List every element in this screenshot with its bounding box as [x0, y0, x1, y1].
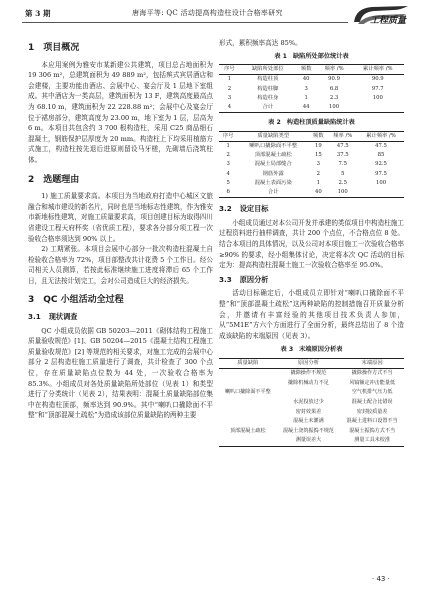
table-cell: 100	[375, 179, 387, 186]
section-2-heading	[28, 175, 213, 186]
heading-number: 表 3	[280, 346, 294, 354]
table-cell: 钢筋外露	[262, 170, 284, 177]
table-cell: 97.5	[375, 170, 387, 177]
table-cell: 1	[304, 94, 308, 101]
table-cell: 1	[316, 179, 321, 186]
page-header	[0, 0, 427, 30]
heading-text: QC 小组活动全过程	[43, 295, 124, 306]
paragraph-continued: 形式，累积频率高达 85%。	[219, 39, 302, 47]
table-cell: 喇叭口撬除面不平整	[249, 143, 298, 149]
table-cell: 6.8	[329, 85, 339, 92]
table-cell: 合计	[262, 104, 274, 110]
table-cell: 5	[226, 179, 230, 186]
heading-text: 原因分析	[239, 274, 269, 284]
table-cell: 2.5	[338, 179, 347, 186]
table-cell: 2	[227, 85, 232, 92]
table-cell: 2.3	[329, 94, 339, 101]
heading-number: 表 1	[274, 52, 287, 60]
table-cell: 密封效果差	[295, 408, 322, 415]
table-cell: 混凝土配合比错误	[351, 398, 393, 405]
table-cell: 3	[226, 161, 230, 168]
table-cell: 混凝土振捣方式不当	[349, 427, 396, 434]
table-cell: 4	[227, 104, 232, 110]
table-cell: 测量误差大	[295, 437, 322, 444]
table-cell: 92.5	[375, 161, 387, 168]
table-cell: 37.5	[336, 152, 349, 159]
table-cell: 44	[302, 104, 310, 110]
table-cell: 100	[337, 189, 348, 196]
table-cell: 混凝土未灌满	[293, 418, 324, 425]
table-cell: 40	[314, 189, 322, 196]
heading-number: 3.2	[219, 204, 232, 214]
table-cell: 混凝土局部缝合	[254, 161, 292, 168]
table-cell: 2	[226, 152, 230, 159]
table-cell	[277, 388, 341, 398]
table-cell: 顶部混凝土疏松	[254, 152, 292, 159]
table-cell	[358, 188, 404, 198]
heading-text: 选题理由	[43, 174, 80, 185]
table-header: 频率 /%	[327, 131, 358, 141]
table-row	[219, 417, 404, 427]
table-2-caption	[219, 118, 404, 129]
heading-text: 现状调查	[48, 312, 78, 322]
table-cell: 90.9	[328, 76, 340, 83]
table-header: 末端原因	[340, 358, 404, 368]
defect-category: 喇叭口撬除面不平整	[224, 389, 271, 396]
table-cell: 40	[302, 76, 310, 83]
table-cell: 混凝土进料口设置不当	[346, 418, 398, 425]
paragraph-reason-1: 1) 施工质量要求高。本项目为当地政府打造中心城区文旅融合和城市建设的新名片，同时也是当地标志性建筑，作为雅安市新地标性建筑，对施工质量要求高，项目创建目标为取得四川省建设工程天府杯奖（省优质工程），要求各分部分项工程一次验收合格率须达到 90% 以上。	[28, 192, 213, 243]
heading-number: 3.3	[219, 274, 232, 284]
table-header: 序号	[219, 65, 240, 75]
table-cell: 撬除操作不规范	[290, 370, 327, 377]
table-header: 序号	[219, 131, 237, 141]
table-cell: 7.5	[338, 161, 347, 168]
table-header: 原因分析	[277, 358, 341, 368]
table-cell: 6	[226, 189, 230, 196]
table-cell: 3	[227, 94, 232, 101]
table-header: 频数	[309, 131, 327, 141]
table-cell: 19	[314, 143, 322, 149]
table-header: 频率 /%	[317, 65, 352, 75]
paragraph-set-goal: 小组成员通过对本公司开发并承建的类似项目中构造柱施工过程资料进行抽样调查，共计 200 个点位，不合格点位 8 处。结合本项目的具体情况，以及公司对本项目施工一次验收合格率≥90% 的要求，经小组集体讨论，决定将本次 QC 活动的目标定为：提高构造柱混凝土施工一次验收合格率至 95.0%。	[219, 218, 404, 270]
table-3-caption	[219, 345, 404, 356]
paragraph-reason-2: 2) 工期紧张。本项目会展中心部分一批次构造柱混凝土自检验收合格率为 72%，项目部整改共计花费 5 个工作日。经公司相关人员测算，若按此标准继续施工进度将滞后 65 个工作日，且无法按计划完工，会对公司造成巨大的经济损失。	[28, 245, 213, 285]
table-row	[219, 170, 404, 179]
table-header: 累计频率 /%	[352, 65, 404, 75]
table-1-caption	[219, 52, 404, 63]
defect-category: 顶部混凝土疏松	[229, 427, 266, 434]
table-cell: 密封胶质量差	[356, 408, 388, 415]
paragraph-project-overview: 本应用案例为雅安市某新建公共建筑，项目总占地面积为 19 306 m²，总建筑面积为 49 889 m²，包括殡式宾居酒店和会建楼，主要功能由酒店、会展中心、宴会厅及 1 层地下室组成。其中酒店为一类高层，建筑面积为 13 F，建筑高度最高点为 68.10 m，建筑面积为 22 228.88 m²；会展中心及宴会厅位于裙房部分，建筑高度为 23.00 m，地下室为 1 层，层高为 6 m。本项目共包含约 3 700 根构造柱，采用 C25 商品细石混凝土，钢筋保护层厚度为 20 mm。构造柱上下均采用植筋方式施工，构造柱按先退后进原则留设马牙槎，先砌墙后浇筑柱体。	[28, 60, 213, 164]
table-cell: 测量工具未校准	[354, 437, 390, 444]
table-header: 缺陷所处部位	[240, 65, 296, 75]
table-cell: 47.5	[336, 143, 349, 149]
table-cell	[352, 103, 404, 113]
heading-number: 3.1	[28, 312, 41, 322]
table-3	[219, 358, 404, 447]
table-cell: 水泥投放过少	[293, 398, 324, 405]
heading-text: 构造柱顶质量缺陷统计表	[286, 119, 355, 127]
section-3-2-heading	[219, 204, 404, 215]
table-cell: 3	[316, 161, 321, 168]
table-cell: 1	[227, 76, 232, 83]
table-cell: 构造柱脚	[257, 85, 279, 92]
right-column	[219, 38, 404, 447]
table-row	[219, 179, 404, 188]
table-cell: 撬除机械动力不足	[288, 379, 329, 386]
header-rule	[22, 22, 348, 23]
table-header: 频数	[296, 65, 317, 75]
page-number: · 43 ·	[372, 575, 390, 583]
table-cell: 风镐额定冲击能量低	[349, 379, 396, 386]
table-cell: 47.5	[375, 143, 387, 149]
running-title: 唐海平等: QC 活动提高构造柱设计合格率研究	[132, 9, 283, 17]
table-cell: 空气机排气压力低	[351, 389, 393, 396]
heading-number: 表 2	[268, 119, 281, 127]
issue-number: 第 3 期	[25, 9, 51, 18]
heading-text: 项目概况	[43, 43, 80, 53]
heading-text: 设定目标	[239, 204, 269, 214]
table-row	[219, 103, 404, 113]
table-row	[219, 369, 404, 379]
section-3-3-heading	[219, 275, 404, 286]
table-cell: 撬除操作方式不当	[351, 370, 393, 377]
table-2	[219, 131, 404, 198]
table-cell: 4	[226, 170, 230, 177]
table-header: 质量缺陷	[219, 358, 277, 368]
table-cell: 构造柱顶	[257, 76, 279, 83]
logo-text: 工程质量	[370, 16, 407, 26]
table-cell: 合计	[267, 189, 279, 196]
table-cell: 85	[377, 152, 385, 159]
table-cell: 构造柱身	[257, 94, 279, 101]
table-cell: 100	[329, 104, 340, 110]
table-header: 累计频率 /%	[358, 131, 404, 141]
table-row	[219, 160, 404, 169]
table-cell: 1	[226, 143, 230, 149]
table-cell: 100	[372, 94, 383, 101]
heading-text: 末端原因分析表	[299, 346, 343, 354]
left-column	[28, 38, 213, 421]
table-row	[219, 94, 404, 103]
table-cell: 3	[304, 85, 308, 92]
table-cell: 90.9	[371, 76, 384, 83]
section-3-heading	[28, 295, 213, 306]
table-cell: 97.7	[371, 85, 384, 92]
table-1	[219, 64, 404, 113]
table-cell: 混凝土表面污染	[254, 179, 292, 186]
table-cell: 5	[341, 170, 345, 177]
paragraph-current-survey: QC 小组成员依据 GB 50203—2011《砌体结构工程施工质量验收规范》[1]、GB 50204—2015《混凝土结构工程施工质量验收规范》[2] 等规范的相关要求，对施工完成的会展中心部分 2 层构造柱施工质量进行了调查，共计检查了 300 个点位，存在质量缺陷点位数为 44 处，一次验收合格率为 85.3%。小组成员对各处质量缺陷所处部位（见表 1）和类型进行了分类统计（见表 2），结果表明：混凝土质量缺陷部位集中在构造柱顶部，频率达到 90.9%。其中“喇叭口撬除面不平整”和“顶部混凝土疏松”为造成该部位质量缺陷的两种主要	[28, 326, 213, 420]
heading-number: 2	[28, 174, 35, 185]
heading-number: 3	[28, 295, 35, 306]
heading-text: 缺陷所处部位统计表	[292, 52, 349, 60]
section-3-1-heading	[28, 312, 213, 323]
table-row	[219, 151, 404, 160]
table-cell: 2	[316, 170, 321, 177]
journal-logo	[350, 2, 412, 28]
table-row	[219, 85, 404, 94]
paragraph-cause-analysis: 活动目标确定后，小组成员立即针对“喇叭口撬除面不平整”和“顶部混凝土疏松”这两种缺陷的控制措施召开质量分析会，并邀请有丰富经验的其他项目技术负责人参加，从“5M1E”方六个方面进行了全面分析，最终总结出了 8 个造成该缺陷的末端原因（见表 3）。	[219, 289, 404, 340]
table-header: 质量缺陷类型	[237, 131, 309, 141]
table-row	[219, 188, 404, 198]
table-cell: 混凝土浇筑振捣不规范	[282, 427, 334, 434]
heading-number: 1	[28, 43, 35, 53]
section-1-heading	[28, 43, 213, 54]
table-row	[219, 142, 404, 152]
table-cell: 15	[314, 152, 322, 159]
table-row	[219, 75, 404, 85]
